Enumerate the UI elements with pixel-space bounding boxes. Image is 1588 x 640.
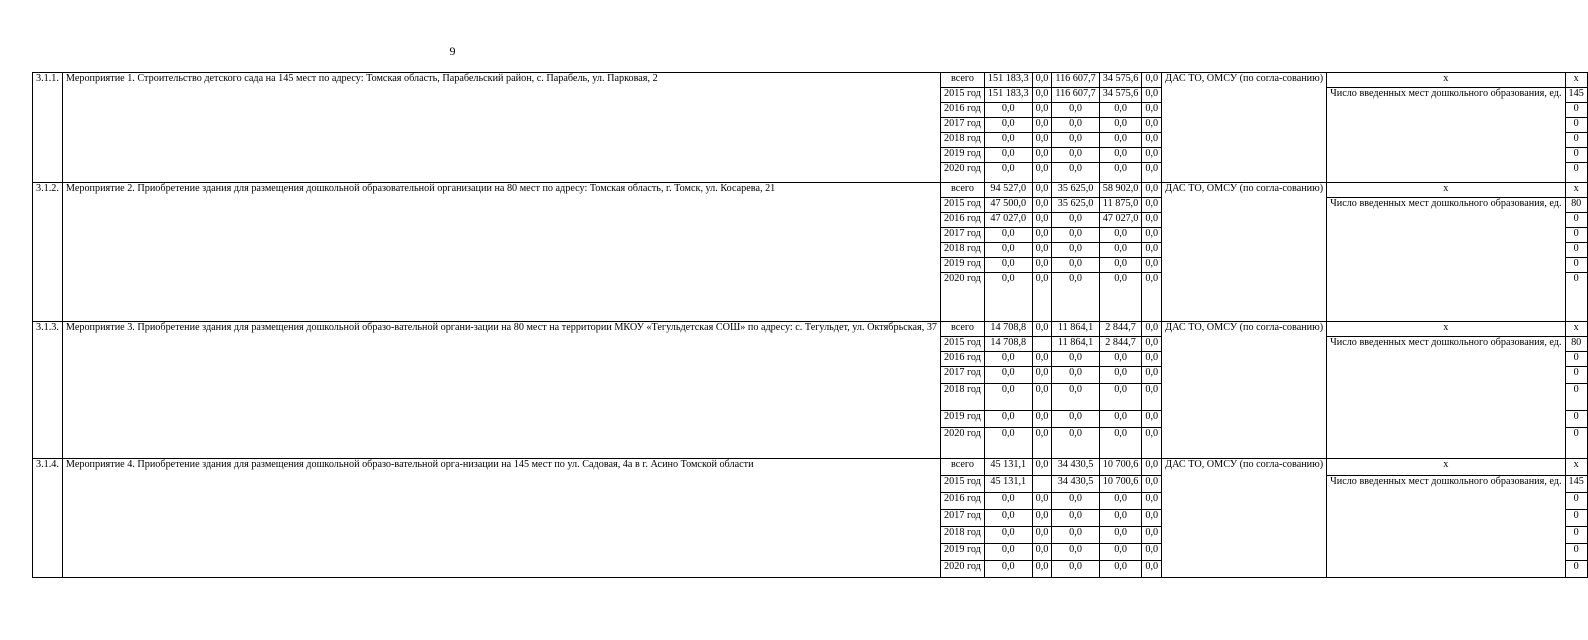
- federal-budget-cell: 0,0: [1032, 510, 1052, 527]
- total-cell: 14 708,8: [984, 322, 1032, 337]
- municipal-budget-cell: 58 902,0: [1099, 183, 1142, 198]
- federal-budget-cell: 0,0: [1032, 243, 1052, 258]
- year-cell: 2015 год: [941, 337, 985, 352]
- year-cell: 2018 год: [941, 243, 985, 258]
- municipal-budget-cell: 0,0: [1099, 352, 1142, 367]
- extrabudget-cell: 0,0: [1142, 428, 1162, 459]
- federal-budget-cell: 0,0: [1032, 544, 1052, 561]
- federal-budget-cell: 0,0: [1032, 322, 1052, 337]
- federal-budget-cell: 0,0: [1032, 367, 1052, 384]
- regional-budget-cell: 11 864,1: [1052, 322, 1099, 337]
- municipal-budget-cell: 0,0: [1099, 493, 1142, 510]
- municipal-budget-cell: 0,0: [1099, 133, 1142, 148]
- indicator-x-cell: x: [1327, 73, 1565, 88]
- indicator-x-cell: x: [1327, 183, 1565, 198]
- year-cell: 2019 год: [941, 411, 985, 428]
- federal-budget-cell: 0,0: [1032, 163, 1052, 183]
- target-value-cell: 0: [1565, 243, 1587, 258]
- program-activities-table: [32, 72, 1588, 578]
- total-cell: 151 183,3: [984, 73, 1032, 88]
- municipal-budget-cell: 0,0: [1099, 163, 1142, 183]
- regional-budget-cell: 0,0: [1052, 493, 1099, 510]
- year-cell: 2016 год: [941, 352, 985, 367]
- target-value-cell: 0: [1565, 384, 1587, 411]
- executor-cell: ДАС ТО, ОМСУ (по согла-сованию): [1162, 322, 1327, 459]
- municipal-budget-cell: 0,0: [1099, 428, 1142, 459]
- target-value-cell: 0: [1565, 428, 1587, 459]
- year-cell: 2019 год: [941, 544, 985, 561]
- activity-description-cell: Мероприятие 2. Приобретение здания для размещения дошкольной образовательной организации на 80 мест по адресу: Томская область, г. Томск, ул. Косарева, 21: [62, 183, 940, 322]
- target-value-cell: 0: [1565, 510, 1587, 527]
- target-value-cell: 80: [1565, 337, 1587, 352]
- year-cell: 2017 год: [941, 118, 985, 133]
- extrabudget-cell: 0,0: [1142, 544, 1162, 561]
- year-cell: 2017 год: [941, 510, 985, 527]
- total-cell: 47 500,0: [984, 198, 1032, 213]
- extrabudget-cell: 0,0: [1142, 148, 1162, 163]
- municipal-budget-cell: 0,0: [1099, 527, 1142, 544]
- year-cell: 2020 год: [941, 428, 985, 459]
- extrabudget-cell: 0,0: [1142, 118, 1162, 133]
- extrabudget-cell: 0,0: [1142, 213, 1162, 228]
- regional-budget-cell: 0,0: [1052, 544, 1099, 561]
- regional-budget-cell: 116 607,7: [1052, 73, 1099, 88]
- municipal-budget-cell: 2 844,7: [1099, 322, 1142, 337]
- federal-budget-cell: 0,0: [1032, 561, 1052, 578]
- year-cell: 2015 год: [941, 476, 985, 493]
- extrabudget-cell: 0,0: [1142, 527, 1162, 544]
- federal-budget-cell: 0,0: [1032, 73, 1052, 88]
- target-value-cell: 0: [1565, 544, 1587, 561]
- regional-budget-cell: 0,0: [1052, 428, 1099, 459]
- year-cell: 2020 год: [941, 273, 985, 322]
- total-cell: 0,0: [984, 367, 1032, 384]
- federal-budget-cell: 0,0: [1032, 148, 1052, 163]
- federal-budget-cell: 0,0: [1032, 133, 1052, 148]
- year-cell: всего: [941, 322, 985, 337]
- federal-budget-cell: 0,0: [1032, 213, 1052, 228]
- target-value-cell: x: [1565, 459, 1587, 476]
- target-value-cell: 0: [1565, 103, 1587, 118]
- federal-budget-cell: 0,0: [1032, 118, 1052, 133]
- municipal-budget-cell: 0,0: [1099, 384, 1142, 411]
- indicator-x-cell: x: [1327, 322, 1565, 337]
- total-cell: 0,0: [984, 411, 1032, 428]
- page-number: 9: [449, 44, 456, 58]
- target-value-cell: 0: [1565, 163, 1587, 183]
- activity-description-cell: Мероприятие 4. Приобретение здания для размещения дошкольной образо-вательной орга-низации на 145 мест по ул. Садовая, 4а в г. Асино Томской области: [62, 459, 940, 578]
- extrabudget-cell: 0,0: [1142, 411, 1162, 428]
- extrabudget-cell: 0,0: [1142, 459, 1162, 476]
- year-cell: 2017 год: [941, 367, 985, 384]
- year-cell: 2020 год: [941, 163, 985, 183]
- total-cell: 0,0: [984, 228, 1032, 243]
- extrabudget-cell: 0,0: [1142, 258, 1162, 273]
- table-row: [33, 322, 1588, 337]
- regional-budget-cell: 116 607,7: [1052, 88, 1099, 103]
- year-cell: 2016 год: [941, 493, 985, 510]
- regional-budget-cell: 0,0: [1052, 367, 1099, 384]
- extrabudget-cell: 0,0: [1142, 510, 1162, 527]
- regional-budget-cell: 0,0: [1052, 103, 1099, 118]
- federal-budget-cell: 0,0: [1032, 428, 1052, 459]
- regional-budget-cell: 11 864,1: [1052, 337, 1099, 352]
- municipal-budget-cell: 0,0: [1099, 103, 1142, 118]
- activity-code-cell: 3.1.3.: [33, 322, 63, 459]
- regional-budget-cell: 0,0: [1052, 258, 1099, 273]
- extrabudget-cell: 0,0: [1142, 133, 1162, 148]
- year-cell: 2015 год: [941, 198, 985, 213]
- target-value-cell: 0: [1565, 352, 1587, 367]
- federal-budget-cell: 0,0: [1032, 527, 1052, 544]
- federal-budget-cell: 0,0: [1032, 352, 1052, 367]
- activity-code-cell: 3.1.2.: [33, 183, 63, 322]
- activity-description-cell: Мероприятие 3. Приобретение здания для размещения дошкольной образо-вательной органи-зации на 80 мест на территории МКОУ «Тегульдетская СОШ» по адресу: с. Тегульдет, ул. Октябрьская, 37: [62, 322, 940, 459]
- year-cell: 2016 год: [941, 103, 985, 118]
- regional-budget-cell: 0,0: [1052, 527, 1099, 544]
- target-value-cell: 0: [1565, 367, 1587, 384]
- total-cell: 151 183,3: [984, 88, 1032, 103]
- regional-budget-cell: 0,0: [1052, 273, 1099, 322]
- target-value-cell: 145: [1565, 476, 1587, 493]
- regional-budget-cell: 34 430,5: [1052, 459, 1099, 476]
- extrabudget-cell: 0,0: [1142, 367, 1162, 384]
- municipal-budget-cell: 0,0: [1099, 118, 1142, 133]
- federal-budget-cell: 0,0: [1032, 228, 1052, 243]
- target-value-cell: x: [1565, 183, 1587, 198]
- extrabudget-cell: 0,0: [1142, 163, 1162, 183]
- federal-budget-cell: 0,0: [1032, 183, 1052, 198]
- regional-budget-cell: 0,0: [1052, 213, 1099, 228]
- federal-budget-cell: 0,0: [1032, 411, 1052, 428]
- extrabudget-cell: 0,0: [1142, 561, 1162, 578]
- year-cell: 2015 год: [941, 88, 985, 103]
- regional-budget-cell: 0,0: [1052, 561, 1099, 578]
- municipal-budget-cell: 0,0: [1099, 367, 1142, 384]
- target-value-cell: 0: [1565, 527, 1587, 544]
- regional-budget-cell: 0,0: [1052, 133, 1099, 148]
- extrabudget-cell: 0,0: [1142, 493, 1162, 510]
- extrabudget-cell: 0,0: [1142, 88, 1162, 103]
- year-cell: 2020 год: [941, 561, 985, 578]
- municipal-budget-cell: 34 575,6: [1099, 88, 1142, 103]
- total-cell: 0,0: [984, 243, 1032, 258]
- regional-budget-cell: 35 625,0: [1052, 183, 1099, 198]
- target-value-cell: 80: [1565, 198, 1587, 213]
- total-cell: 0,0: [984, 493, 1032, 510]
- year-cell: 2019 год: [941, 148, 985, 163]
- target-value-cell: 0: [1565, 228, 1587, 243]
- municipal-budget-cell: 10 700,6: [1099, 459, 1142, 476]
- target-value-cell: 0: [1565, 118, 1587, 133]
- municipal-budget-cell: 34 575,6: [1099, 73, 1142, 88]
- regional-budget-cell: 0,0: [1052, 228, 1099, 243]
- year-cell: всего: [941, 459, 985, 476]
- total-cell: 0,0: [984, 118, 1032, 133]
- total-cell: 0,0: [984, 258, 1032, 273]
- total-cell: 0,0: [984, 273, 1032, 322]
- regional-budget-cell: 35 625,0: [1052, 198, 1099, 213]
- year-cell: всего: [941, 183, 985, 198]
- executor-cell: ДАС ТО, ОМСУ (по согла-сованию): [1162, 459, 1327, 578]
- target-value-cell: 0: [1565, 258, 1587, 273]
- total-cell: 47 027,0: [984, 213, 1032, 228]
- municipal-budget-cell: 47 027,0: [1099, 213, 1142, 228]
- municipal-budget-cell: 0,0: [1099, 273, 1142, 322]
- table-row: [33, 183, 1588, 198]
- year-cell: всего: [941, 73, 985, 88]
- federal-budget-cell: 0,0: [1032, 88, 1052, 103]
- table-row: [33, 459, 1588, 476]
- extrabudget-cell: 0,0: [1142, 273, 1162, 322]
- federal-budget-cell: 0,0: [1032, 258, 1052, 273]
- total-cell: 0,0: [984, 148, 1032, 163]
- municipal-budget-cell: 0,0: [1099, 148, 1142, 163]
- extrabudget-cell: 0,0: [1142, 73, 1162, 88]
- municipal-budget-cell: 0,0: [1099, 561, 1142, 578]
- extrabudget-cell: 0,0: [1142, 198, 1162, 213]
- regional-budget-cell: 0,0: [1052, 510, 1099, 527]
- federal-budget-cell: 0,0: [1032, 493, 1052, 510]
- activity-code-cell: 3.1.4.: [33, 459, 63, 578]
- municipal-budget-cell: 0,0: [1099, 243, 1142, 258]
- total-cell: 0,0: [984, 352, 1032, 367]
- table-row: [33, 73, 1588, 88]
- total-cell: 0,0: [984, 428, 1032, 459]
- total-cell: 45 131,1: [984, 459, 1032, 476]
- indicator-name-cell: Число введенных мест дошкольного образования, ед.: [1327, 198, 1565, 322]
- target-value-cell: 0: [1565, 411, 1587, 428]
- target-value-cell: 0: [1565, 148, 1587, 163]
- regional-budget-cell: 0,0: [1052, 411, 1099, 428]
- target-value-cell: 0: [1565, 133, 1587, 148]
- activity-description-cell: Мероприятие 1. Строительство детского сада на 145 мест по адресу: Томская область, Парабельский район, с. Парабель, ул. Парковая, 2: [62, 73, 940, 183]
- regional-budget-cell: 0,0: [1052, 352, 1099, 367]
- total-cell: 0,0: [984, 133, 1032, 148]
- total-cell: 0,0: [984, 510, 1032, 527]
- executor-cell: ДАС ТО, ОМСУ (по согла-сованию): [1162, 183, 1327, 322]
- extrabudget-cell: 0,0: [1142, 228, 1162, 243]
- federal-budget-cell: 0,0: [1032, 384, 1052, 411]
- indicator-name-cell: Число введенных мест дошкольного образования, ед.: [1327, 476, 1565, 578]
- municipal-budget-cell: 0,0: [1099, 411, 1142, 428]
- total-cell: 0,0: [984, 527, 1032, 544]
- regional-budget-cell: 0,0: [1052, 163, 1099, 183]
- indicator-name-cell: Число введенных мест дошкольного образования, ед.: [1327, 88, 1565, 183]
- year-cell: 2018 год: [941, 527, 985, 544]
- year-cell: 2018 год: [941, 384, 985, 411]
- total-cell: 14 708,8: [984, 337, 1032, 352]
- executor-cell: ДАС ТО, ОМСУ (по согла-сованию): [1162, 73, 1327, 183]
- federal-budget-cell: 0,0: [1032, 103, 1052, 118]
- total-cell: 94 527,0: [984, 183, 1032, 198]
- year-cell: 2019 год: [941, 258, 985, 273]
- municipal-budget-cell: 0,0: [1099, 258, 1142, 273]
- year-cell: 2017 год: [941, 228, 985, 243]
- total-cell: 0,0: [984, 561, 1032, 578]
- municipal-budget-cell: 0,0: [1099, 510, 1142, 527]
- municipal-budget-cell: 10 700,6: [1099, 476, 1142, 493]
- extrabudget-cell: 0,0: [1142, 352, 1162, 367]
- regional-budget-cell: 0,0: [1052, 118, 1099, 133]
- regional-budget-cell: 34 430,5: [1052, 476, 1099, 493]
- target-value-cell: 0: [1565, 493, 1587, 510]
- extrabudget-cell: 0,0: [1142, 476, 1162, 493]
- indicator-name-cell: Число введенных мест дошкольного образования, ед.: [1327, 337, 1565, 459]
- extrabudget-cell: 0,0: [1142, 322, 1162, 337]
- municipal-budget-cell: 2 844,7: [1099, 337, 1142, 352]
- federal-budget-cell: [1032, 337, 1052, 352]
- extrabudget-cell: 0,0: [1142, 243, 1162, 258]
- extrabudget-cell: 0,0: [1142, 103, 1162, 118]
- municipal-budget-cell: 11 875,0: [1099, 198, 1142, 213]
- total-cell: 0,0: [984, 103, 1032, 118]
- indicator-x-cell: x: [1327, 459, 1565, 476]
- year-cell: 2018 год: [941, 133, 985, 148]
- target-value-cell: 145: [1565, 88, 1587, 103]
- total-cell: 0,0: [984, 384, 1032, 411]
- federal-budget-cell: 0,0: [1032, 459, 1052, 476]
- activity-code-cell: 3.1.1.: [33, 73, 63, 183]
- federal-budget-cell: 0,0: [1032, 198, 1052, 213]
- target-value-cell: x: [1565, 322, 1587, 337]
- regional-budget-cell: 0,0: [1052, 384, 1099, 411]
- extrabudget-cell: 0,0: [1142, 384, 1162, 411]
- regional-budget-cell: 0,0: [1052, 148, 1099, 163]
- extrabudget-cell: 0,0: [1142, 183, 1162, 198]
- regional-budget-cell: 0,0: [1052, 243, 1099, 258]
- extrabudget-cell: 0,0: [1142, 337, 1162, 352]
- target-value-cell: 0: [1565, 213, 1587, 228]
- year-cell: 2016 год: [941, 213, 985, 228]
- total-cell: 0,0: [984, 163, 1032, 183]
- federal-budget-cell: 0,0: [1032, 273, 1052, 322]
- municipal-budget-cell: 0,0: [1099, 228, 1142, 243]
- target-value-cell: x: [1565, 73, 1587, 88]
- target-value-cell: 0: [1565, 561, 1587, 578]
- target-value-cell: 0: [1565, 273, 1587, 322]
- federal-budget-cell: [1032, 476, 1052, 493]
- total-cell: 45 131,1: [984, 476, 1032, 493]
- total-cell: 0,0: [984, 544, 1032, 561]
- municipal-budget-cell: 0,0: [1099, 544, 1142, 561]
